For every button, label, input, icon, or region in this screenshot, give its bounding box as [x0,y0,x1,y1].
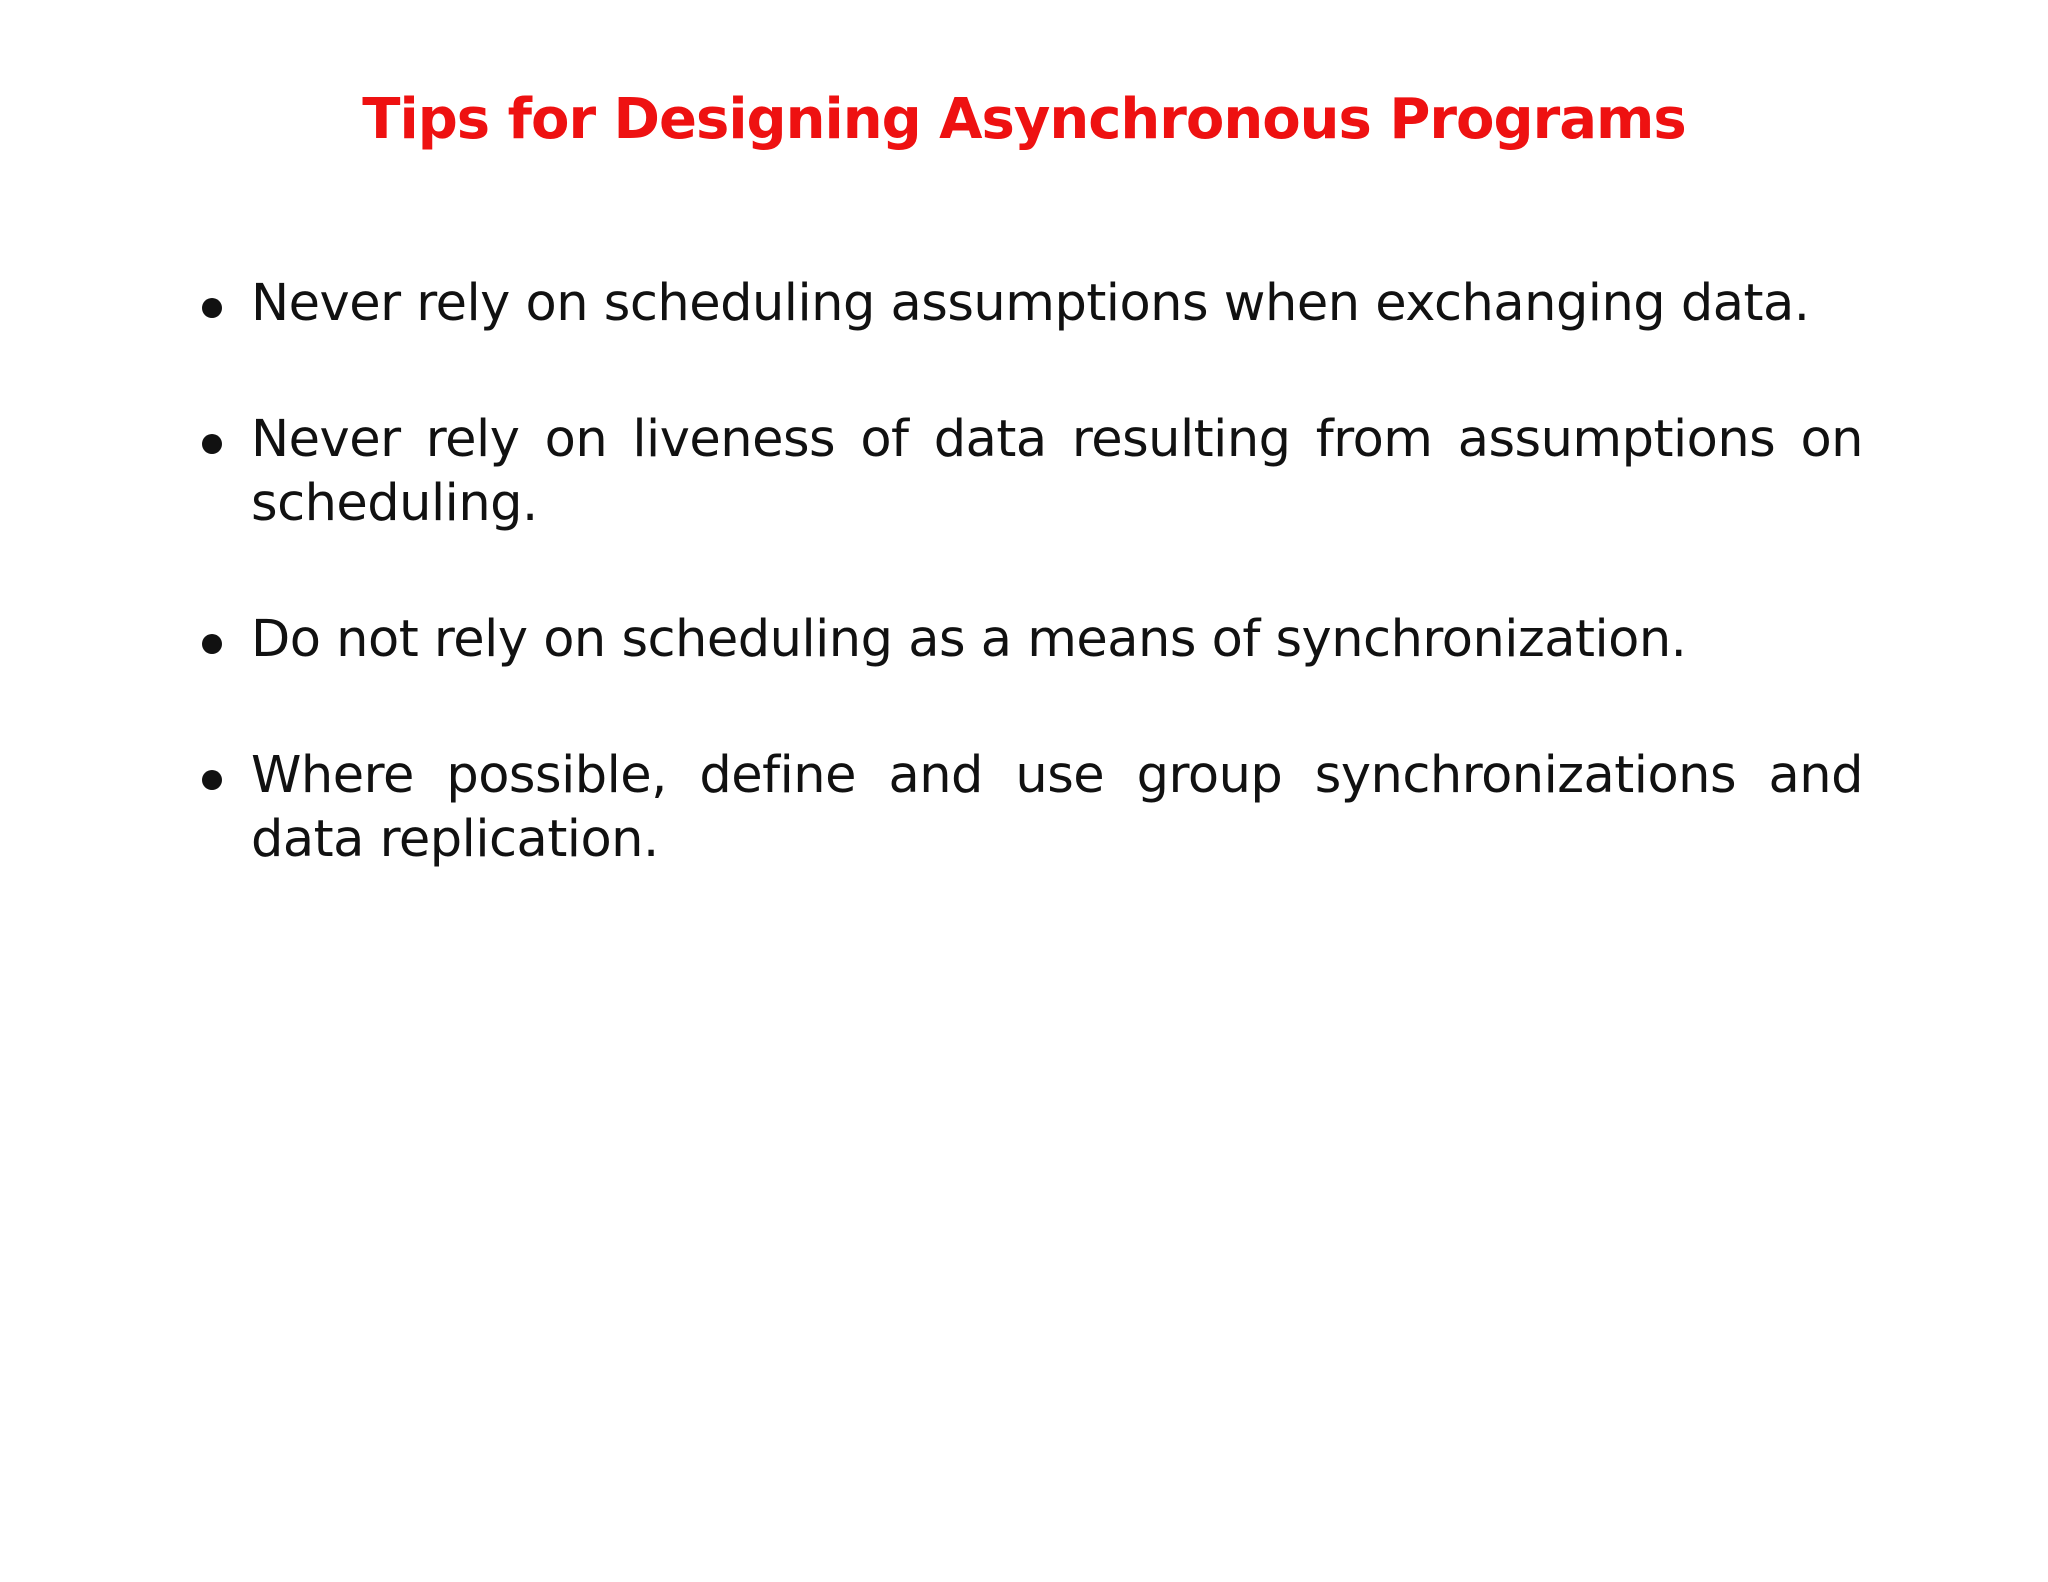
bullet-dot-icon [202,298,222,318]
bullet-item-4 [195,744,1863,872]
bullet-text: Never rely on liveness of data resulting from assumptions on scheduling. [251,410,1863,533]
bullet-text: Never rely on scheduling assumptions when exchanging data. [251,274,1810,333]
bullet-item-2 [195,408,1863,536]
bullet-item-3 [195,608,1863,672]
bullet-list [195,272,1863,944]
bullet-item-1 [195,272,1863,336]
slide-title: Tips for Designing Asynchronous Programs [362,87,1686,152]
bullet-dot-icon [202,434,222,454]
bullet-dot-icon [202,634,222,654]
bullet-text: Do not rely on scheduling as a means of synchronization. [251,610,1687,669]
bullet-text: Where possible, define and use group synchronizations and data replication. [251,746,1863,869]
bullet-dot-icon [202,770,222,790]
